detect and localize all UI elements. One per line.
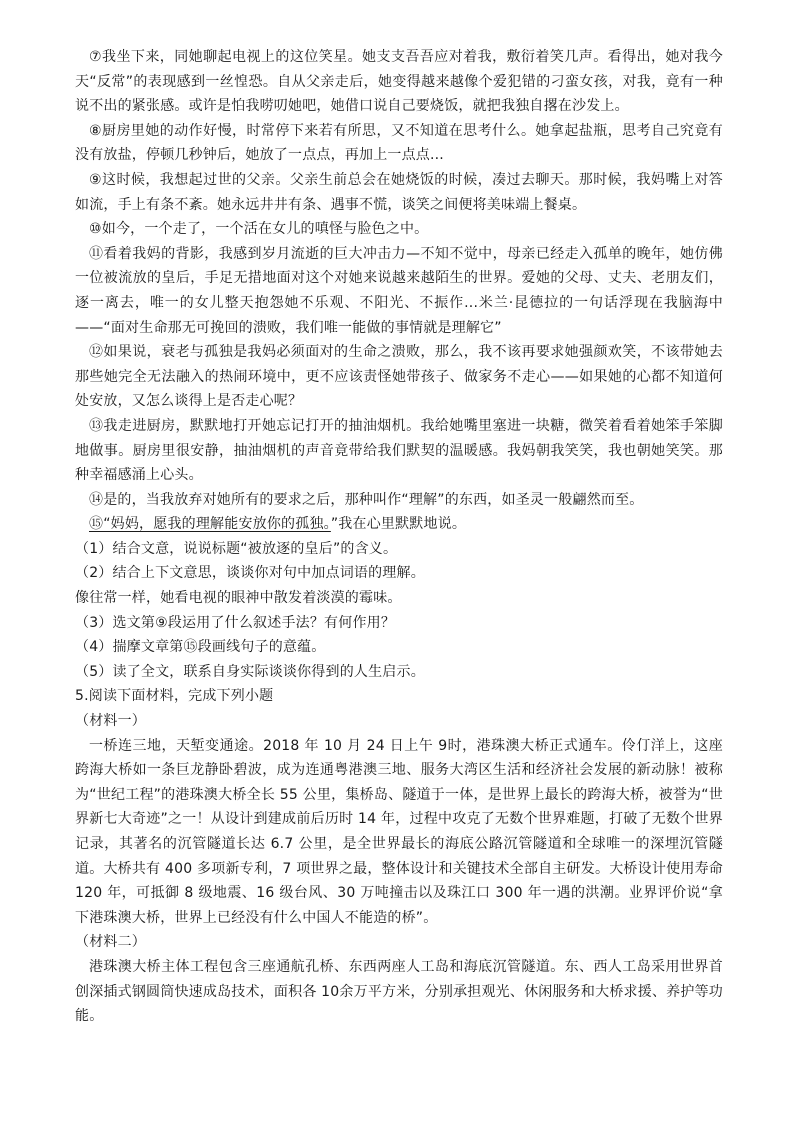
question-3: （3）选文第⑨段运用了什么叙述手法？有何作用？ (75, 614, 396, 631)
question-5: （5）读了全文，联系自身实际谈谈你得到的人生启示。 (75, 663, 425, 680)
question-2-sentence: 像往常一样，她看电视的眼神中散发着淡漠的霉味。 (75, 590, 402, 607)
paragraph-8: ⑧厨房里她的动作好慢，时常停下来若有所思，又不知道在思考什么。她拿起盐瓶，思考自己究竟有没有放盐，停顿几秒钟后，她放了一点点，再加上一点点... (75, 122, 723, 164)
paragraph-12: ⑫如果说，衰老与孤独是我妈必须面对的生命之溃败，那么，我不该再要求她强颜欢笑，不该带她去那些她完全无法融入的热闹环境中，更不应该责怪她带孩子、做家务不走心——如果她的心都不知道何处安放，又怎么谈得上是否走心呢？ (75, 344, 723, 410)
material-2-text: 港珠澳大桥主体工程包含三座通航孔桥、东西两座人工岛和海底沉管隧道。东、西人工岛采用世界首创深插式钢圆筒快速成岛技术，面积各 10余万平方米，分别承担观光、休闲服务和大桥求援、养护等功能。 (75, 958, 723, 1025)
section-5-heading: 5.阅读下面材料，完成下列小题 (75, 688, 274, 705)
paragraph-15-rest: ”我在心里默默地说。 (330, 516, 467, 533)
underlined-sentence: ⑮“妈妈，愿我的理解能安放你的孤独。 (89, 516, 331, 533)
question-4: （4）揣摩文章第⑮段画线句子的意蕴。 (75, 639, 326, 656)
material-1-label: （材料一） (75, 713, 146, 730)
material-2-label: （材料二） (75, 934, 146, 951)
page-content (75, 45, 723, 1029)
paragraph-7: ⑦我坐下来，同她聊起电视上的这位笑星。她支支吾吾应对着我，敷衍着笑几声。看得出，她对我今天“反常”的表现感到一丝惶恐。自从父亲走后，她变得越来越像个爱犯错的刁蛮女孩，对我，竟有一种说不出的紧张感。或许是怕我唠叨她吧，她借口说自己要烧饭，就把我独自撂在沙发上。 (75, 49, 723, 115)
paragraph-15 (75, 512, 723, 537)
paragraph-11: ⑪看着我妈的背影，我感到岁月流逝的巨大冲击力—不知不觉中，母亲已经走入孤单的晚年，她仿佛一位被流放的皇后，手足无措地面对这个对她来说越来越陌生的世界。爱她的父母、丈夫、老朋友们，逐一离去，唯一的女儿整天抱怨她不乐观、不阳光、不振作...米兰·昆德拉的一句话浮现在我脑海中——“面对生命那无可挽回的溃败，我们唯一能做的事情就是理解它” (75, 245, 723, 336)
paragraph-14: ⑭是的，当我放弃对她所有的要求之后，那种叫作“理解”的东西，如圣灵一般翩然而至。 (89, 491, 644, 508)
question-2: （2）结合上下文意思，谈谈你对句中加点词语的理解。 (75, 565, 425, 582)
material-1-text: 一桥连三地，天堑变通途。2018 年 10 月 24 日上午 9时，港珠澳大桥正式通车。伶仃洋上，这座跨海大桥如一条巨龙静卧碧波，成为连通粤港澳三地、服务大湾区生活和经济社会发展的新动脉！被称为“世纪工程”的港珠澳大桥全长 55 公里，集桥岛、隧道于一体，是世界上最长的跨海大桥，被誉为“世界新七大奇迹”之一！从设计到建成前后历时 14 年，过程中攻克了无数个世界难题，打破了无数个世界记录，其著名的沉管隧道长达 6.7 公里，是全世界最长的海底公路沉管隧道和全球唯一的深埋沉管隧道。大桥共有 400 多项新专利，7 项世界之最，整体设计和关键技术全部自主研发。大桥设计使用寿命 120 年，可抵御 8 级地震、16 级台风、30 万吨撞击以及珠江口 300 年一遇的洪潮。业界评价说“拿下港珠澳大桥，世界上已经没有什么中国人不能造的桥”。 (75, 737, 723, 926)
paragraph-10: ⑩如今，一个走了，一个活在女儿的嗔怪与脸色之中。 (89, 221, 429, 238)
paragraph-13: ⑬我走进厨房，默默地打开她忘记打开的抽油烟机。我给她嘴里塞进一块糖，微笑着看着她笨手笨脚地做事。厨房里很安静，抽油烟机的声音竟带给我们默契的温暖感。我妈朝我笑笑，我也朝她笑笑。那种幸福感涌上心头。 (75, 417, 723, 484)
question-1: （1）结合文意，说说标题“被放逐的皇后”的含义。 (75, 540, 398, 557)
paragraph-9: ⑨这时候，我想起过世的父亲。父亲生前总会在她烧饭的时候，凑过去聊天。那时候，我妈嘴上对答如流，手上有条不紊。她永远井井有条、遇事不慌，谈笑之间便将美味端上餐桌。 (75, 171, 723, 213)
